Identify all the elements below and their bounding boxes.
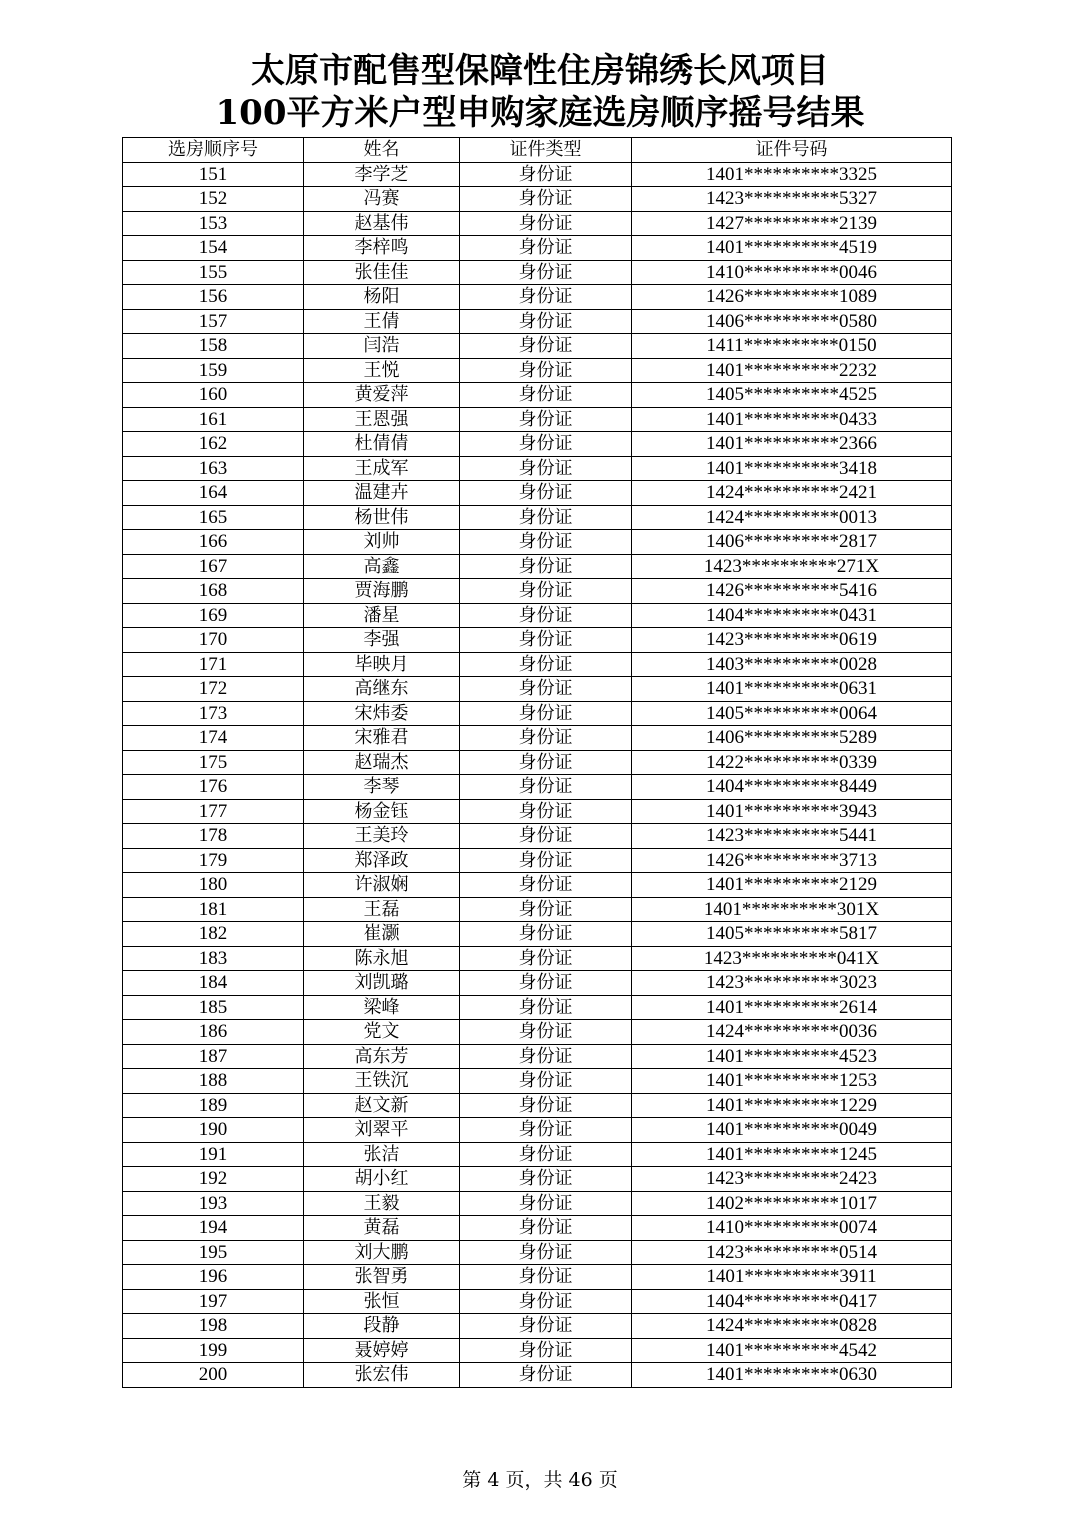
order-number-cell: 165 xyxy=(123,505,304,530)
id-type-cell: 身份证 xyxy=(460,628,632,653)
id-number-cell: 1401**********2366 xyxy=(632,432,952,457)
id-type-cell: 身份证 xyxy=(460,1216,632,1241)
name-cell: 李强 xyxy=(304,628,460,653)
table-row xyxy=(123,211,952,236)
id-number-cell: 1401**********0631 xyxy=(632,677,952,702)
id-number-cell: 1401**********3943 xyxy=(632,799,952,824)
table-row xyxy=(123,1118,952,1143)
id-type-cell: 身份证 xyxy=(460,1314,632,1339)
name-cell: 贾海鹏 xyxy=(304,579,460,604)
id-type-cell: 身份证 xyxy=(460,873,632,898)
order-number-cell: 167 xyxy=(123,554,304,579)
id-type-cell: 身份证 xyxy=(460,432,632,457)
name-cell: 温建卉 xyxy=(304,481,460,506)
table-row xyxy=(123,701,952,726)
table-row xyxy=(123,873,952,898)
id-number-cell: 1427**********2139 xyxy=(632,211,952,236)
id-number-cell: 1422**********0339 xyxy=(632,750,952,775)
name-cell: 王悦 xyxy=(304,358,460,383)
id-type-cell: 身份证 xyxy=(460,775,632,800)
header-order-number: 选房顺序号 xyxy=(123,138,304,163)
id-type-cell: 身份证 xyxy=(460,897,632,922)
id-type-cell: 身份证 xyxy=(460,848,632,873)
id-number-cell: 1401**********1229 xyxy=(632,1093,952,1118)
id-type-cell: 身份证 xyxy=(460,554,632,579)
table-row xyxy=(123,579,952,604)
id-type-cell: 身份证 xyxy=(460,285,632,310)
table-row xyxy=(123,1191,952,1216)
id-number-cell: 1401**********2232 xyxy=(632,358,952,383)
id-number-cell: 1426**********5416 xyxy=(632,579,952,604)
id-type-cell: 身份证 xyxy=(460,358,632,383)
id-type-cell: 身份证 xyxy=(460,530,632,555)
id-type-cell: 身份证 xyxy=(460,211,632,236)
order-number-cell: 156 xyxy=(123,285,304,310)
table-row xyxy=(123,848,952,873)
table-row xyxy=(123,1069,952,1094)
id-number-cell: 1410**********0046 xyxy=(632,260,952,285)
id-number-cell: 1424**********2421 xyxy=(632,481,952,506)
table-row xyxy=(123,652,952,677)
id-number-cell: 1423**********0514 xyxy=(632,1240,952,1265)
name-cell: 杨金钰 xyxy=(304,799,460,824)
id-type-cell: 身份证 xyxy=(460,1167,632,1192)
order-number-cell: 170 xyxy=(123,628,304,653)
id-type-cell: 身份证 xyxy=(460,922,632,947)
id-number-cell: 1424**********0828 xyxy=(632,1314,952,1339)
id-type-cell: 身份证 xyxy=(460,579,632,604)
order-number-cell: 176 xyxy=(123,775,304,800)
order-number-cell: 188 xyxy=(123,1069,304,1094)
id-type-cell: 身份证 xyxy=(460,799,632,824)
id-number-cell: 1401**********0433 xyxy=(632,407,952,432)
name-cell: 党文 xyxy=(304,1020,460,1045)
table-row xyxy=(123,481,952,506)
id-type-cell: 身份证 xyxy=(460,1265,632,1290)
id-type-cell: 身份证 xyxy=(460,309,632,334)
name-cell: 毕映月 xyxy=(304,652,460,677)
name-cell: 黄磊 xyxy=(304,1216,460,1241)
table-row xyxy=(123,824,952,849)
id-type-cell: 身份证 xyxy=(460,407,632,432)
name-cell: 郑泽政 xyxy=(304,848,460,873)
name-cell: 段静 xyxy=(304,1314,460,1339)
id-type-cell: 身份证 xyxy=(460,971,632,996)
table-row xyxy=(123,1020,952,1045)
id-number-cell: 1405**********0064 xyxy=(632,701,952,726)
table-row xyxy=(123,1314,952,1339)
name-cell: 刘翠平 xyxy=(304,1118,460,1143)
id-number-cell: 1426**********3713 xyxy=(632,848,952,873)
id-type-cell: 身份证 xyxy=(460,677,632,702)
order-number-cell: 158 xyxy=(123,334,304,359)
name-cell: 王恩强 xyxy=(304,407,460,432)
name-cell: 潘星 xyxy=(304,603,460,628)
order-number-cell: 191 xyxy=(123,1142,304,1167)
order-number-cell: 171 xyxy=(123,652,304,677)
id-number-cell: 1401**********0049 xyxy=(632,1118,952,1143)
name-cell: 高鑫 xyxy=(304,554,460,579)
order-number-cell: 190 xyxy=(123,1118,304,1143)
order-number-cell: 177 xyxy=(123,799,304,824)
id-number-cell: 1402**********1017 xyxy=(632,1191,952,1216)
id-number-cell: 1423**********271X xyxy=(632,554,952,579)
order-number-cell: 168 xyxy=(123,579,304,604)
order-number-cell: 200 xyxy=(123,1363,304,1388)
id-number-cell: 1404**********0417 xyxy=(632,1289,952,1314)
order-number-cell: 174 xyxy=(123,726,304,751)
order-number-cell: 192 xyxy=(123,1167,304,1192)
id-number-cell: 1423**********2423 xyxy=(632,1167,952,1192)
name-cell: 张洁 xyxy=(304,1142,460,1167)
page-footer: 第 4 页，共 46 页 xyxy=(462,1469,618,1491)
id-number-cell: 1406**********2817 xyxy=(632,530,952,555)
id-number-cell: 1406**********5289 xyxy=(632,726,952,751)
order-number-cell: 166 xyxy=(123,530,304,555)
id-number-cell: 1426**********1089 xyxy=(632,285,952,310)
name-cell: 闫浩 xyxy=(304,334,460,359)
name-cell: 梁峰 xyxy=(304,995,460,1020)
order-number-cell: 160 xyxy=(123,383,304,408)
name-cell: 李琴 xyxy=(304,775,460,800)
order-number-cell: 157 xyxy=(123,309,304,334)
table-row xyxy=(123,922,952,947)
id-number-cell: 1401**********4542 xyxy=(632,1338,952,1363)
table-row xyxy=(123,187,952,212)
name-cell: 李学芝 xyxy=(304,162,460,187)
table-row xyxy=(123,1142,952,1167)
order-number-cell: 172 xyxy=(123,677,304,702)
table-row xyxy=(123,897,952,922)
order-number-cell: 152 xyxy=(123,187,304,212)
name-cell: 张智勇 xyxy=(304,1265,460,1290)
name-cell: 王成军 xyxy=(304,456,460,481)
id-type-cell: 身份证 xyxy=(460,750,632,775)
id-type-cell: 身份证 xyxy=(460,1020,632,1045)
table-row xyxy=(123,971,952,996)
id-number-cell: 1410**********0074 xyxy=(632,1216,952,1241)
order-number-cell: 187 xyxy=(123,1044,304,1069)
id-type-cell: 身份证 xyxy=(460,1363,632,1388)
id-type-cell: 身份证 xyxy=(460,260,632,285)
id-type-cell: 身份证 xyxy=(460,456,632,481)
order-number-cell: 153 xyxy=(123,211,304,236)
id-type-cell: 身份证 xyxy=(460,162,632,187)
lottery-results-table xyxy=(122,137,952,1388)
name-cell: 冯赛 xyxy=(304,187,460,212)
id-type-cell: 身份证 xyxy=(460,652,632,677)
table-row xyxy=(123,995,952,1020)
name-cell: 宋炜委 xyxy=(304,701,460,726)
order-number-cell: 180 xyxy=(123,873,304,898)
name-cell: 王磊 xyxy=(304,897,460,922)
table-row xyxy=(123,1167,952,1192)
table-row xyxy=(123,628,952,653)
order-number-cell: 185 xyxy=(123,995,304,1020)
name-cell: 张宏伟 xyxy=(304,1363,460,1388)
id-number-cell: 1423**********5327 xyxy=(632,187,952,212)
id-number-cell: 1423**********3023 xyxy=(632,971,952,996)
table-row xyxy=(123,162,952,187)
id-number-cell: 1401**********3418 xyxy=(632,456,952,481)
table-row xyxy=(123,946,952,971)
id-type-cell: 身份证 xyxy=(460,946,632,971)
id-type-cell: 身份证 xyxy=(460,824,632,849)
id-number-cell: 1403**********0028 xyxy=(632,652,952,677)
id-number-cell: 1401**********301X xyxy=(632,897,952,922)
name-cell: 胡小红 xyxy=(304,1167,460,1192)
id-number-cell: 1404**********0431 xyxy=(632,603,952,628)
header-id-type: 证件类型 xyxy=(460,138,632,163)
name-cell: 王毅 xyxy=(304,1191,460,1216)
order-number-cell: 195 xyxy=(123,1240,304,1265)
table-row xyxy=(123,799,952,824)
order-number-cell: 178 xyxy=(123,824,304,849)
id-number-cell: 1401**********1245 xyxy=(632,1142,952,1167)
id-number-cell: 1424**********0036 xyxy=(632,1020,952,1045)
id-number-cell: 1401**********3911 xyxy=(632,1265,952,1290)
table-row xyxy=(123,554,952,579)
name-cell: 杨阳 xyxy=(304,285,460,310)
name-cell: 高继东 xyxy=(304,677,460,702)
table-row xyxy=(123,1093,952,1118)
order-number-cell: 151 xyxy=(123,162,304,187)
id-number-cell: 1401**********2614 xyxy=(632,995,952,1020)
name-cell: 许淑娴 xyxy=(304,873,460,898)
id-number-cell: 1401**********4523 xyxy=(632,1044,952,1069)
order-number-cell: 186 xyxy=(123,1020,304,1045)
id-type-cell: 身份证 xyxy=(460,505,632,530)
table-header-row xyxy=(123,138,952,163)
order-number-cell: 198 xyxy=(123,1314,304,1339)
order-number-cell: 179 xyxy=(123,848,304,873)
table-row xyxy=(123,236,952,261)
name-cell: 聂婷婷 xyxy=(304,1338,460,1363)
table-row xyxy=(123,1044,952,1069)
table-row xyxy=(123,260,952,285)
id-type-cell: 身份证 xyxy=(460,1093,632,1118)
name-cell: 王美玲 xyxy=(304,824,460,849)
name-cell: 杨世伟 xyxy=(304,505,460,530)
name-cell: 赵基伟 xyxy=(304,211,460,236)
table-row xyxy=(123,334,952,359)
id-type-cell: 身份证 xyxy=(460,334,632,359)
header-name: 姓名 xyxy=(304,138,460,163)
order-number-cell: 159 xyxy=(123,358,304,383)
table-row xyxy=(123,1240,952,1265)
table-row xyxy=(123,1265,952,1290)
name-cell: 李梓鸣 xyxy=(304,236,460,261)
table-row xyxy=(123,1363,952,1388)
order-number-cell: 196 xyxy=(123,1265,304,1290)
name-cell: 宋雅君 xyxy=(304,726,460,751)
table-row xyxy=(123,407,952,432)
id-type-cell: 身份证 xyxy=(460,1289,632,1314)
table-row xyxy=(123,309,952,334)
table-row xyxy=(123,505,952,530)
id-number-cell: 1411**********0150 xyxy=(632,334,952,359)
table-row xyxy=(123,456,952,481)
id-number-cell: 1405**********5817 xyxy=(632,922,952,947)
name-cell: 刘凯璐 xyxy=(304,971,460,996)
header-id-number: 证件号码 xyxy=(632,138,952,163)
id-type-cell: 身份证 xyxy=(460,1191,632,1216)
name-cell: 张恒 xyxy=(304,1289,460,1314)
id-number-cell: 1423**********5441 xyxy=(632,824,952,849)
id-number-cell: 1405**********4525 xyxy=(632,383,952,408)
table-row xyxy=(123,1338,952,1363)
table-row xyxy=(123,726,952,751)
order-number-cell: 181 xyxy=(123,897,304,922)
id-type-cell: 身份证 xyxy=(460,1118,632,1143)
table-row xyxy=(123,775,952,800)
id-type-cell: 身份证 xyxy=(460,481,632,506)
name-cell: 黄爱萍 xyxy=(304,383,460,408)
order-number-cell: 155 xyxy=(123,260,304,285)
id-type-cell: 身份证 xyxy=(460,701,632,726)
id-number-cell: 1423**********0619 xyxy=(632,628,952,653)
name-cell: 刘大鹏 xyxy=(304,1240,460,1265)
document-title-line-1: 太原市配售型保障性住房锦绣长风项目 xyxy=(251,51,829,91)
name-cell: 王铁沉 xyxy=(304,1069,460,1094)
id-type-cell: 身份证 xyxy=(460,383,632,408)
id-type-cell: 身份证 xyxy=(460,995,632,1020)
id-number-cell: 1424**********0013 xyxy=(632,505,952,530)
order-number-cell: 194 xyxy=(123,1216,304,1241)
table-row xyxy=(123,603,952,628)
id-type-cell: 身份证 xyxy=(460,1069,632,1094)
order-number-cell: 175 xyxy=(123,750,304,775)
name-cell: 陈永旭 xyxy=(304,946,460,971)
order-number-cell: 197 xyxy=(123,1289,304,1314)
id-type-cell: 身份证 xyxy=(460,1044,632,1069)
table-row xyxy=(123,677,952,702)
order-number-cell: 154 xyxy=(123,236,304,261)
name-cell: 崔灏 xyxy=(304,922,460,947)
table-row xyxy=(123,1216,952,1241)
id-number-cell: 1401**********1253 xyxy=(632,1069,952,1094)
table-row xyxy=(123,750,952,775)
id-number-cell: 1404**********8449 xyxy=(632,775,952,800)
name-cell: 赵瑞杰 xyxy=(304,750,460,775)
id-number-cell: 1406**********0580 xyxy=(632,309,952,334)
order-number-cell: 173 xyxy=(123,701,304,726)
id-number-cell: 1401**********4519 xyxy=(632,236,952,261)
name-cell: 张佳佳 xyxy=(304,260,460,285)
order-number-cell: 199 xyxy=(123,1338,304,1363)
order-number-cell: 169 xyxy=(123,603,304,628)
name-cell: 赵文新 xyxy=(304,1093,460,1118)
table-row xyxy=(123,530,952,555)
id-type-cell: 身份证 xyxy=(460,236,632,261)
id-type-cell: 身份证 xyxy=(460,1240,632,1265)
name-cell: 杜倩倩 xyxy=(304,432,460,457)
name-cell: 高东芳 xyxy=(304,1044,460,1069)
id-number-cell: 1401**********2129 xyxy=(632,873,952,898)
id-type-cell: 身份证 xyxy=(460,1142,632,1167)
id-number-cell: 1423**********041X xyxy=(632,946,952,971)
id-type-cell: 身份证 xyxy=(460,187,632,212)
name-cell: 刘帅 xyxy=(304,530,460,555)
table-row xyxy=(123,285,952,310)
id-type-cell: 身份证 xyxy=(460,603,632,628)
id-number-cell: 1401**********0630 xyxy=(632,1363,952,1388)
order-number-cell: 161 xyxy=(123,407,304,432)
name-cell: 王倩 xyxy=(304,309,460,334)
order-number-cell: 163 xyxy=(123,456,304,481)
order-number-cell: 184 xyxy=(123,971,304,996)
id-type-cell: 身份证 xyxy=(460,726,632,751)
document-title-line-2: 100平方米户型申购家庭选房顺序摇号结果 xyxy=(215,93,865,133)
table-row xyxy=(123,432,952,457)
table-row xyxy=(123,1289,952,1314)
order-number-cell: 162 xyxy=(123,432,304,457)
order-number-cell: 193 xyxy=(123,1191,304,1216)
id-number-cell: 1401**********3325 xyxy=(632,162,952,187)
order-number-cell: 182 xyxy=(123,922,304,947)
order-number-cell: 183 xyxy=(123,946,304,971)
table-row xyxy=(123,383,952,408)
id-type-cell: 身份证 xyxy=(460,1338,632,1363)
table-row xyxy=(123,358,952,383)
order-number-cell: 189 xyxy=(123,1093,304,1118)
order-number-cell: 164 xyxy=(123,481,304,506)
